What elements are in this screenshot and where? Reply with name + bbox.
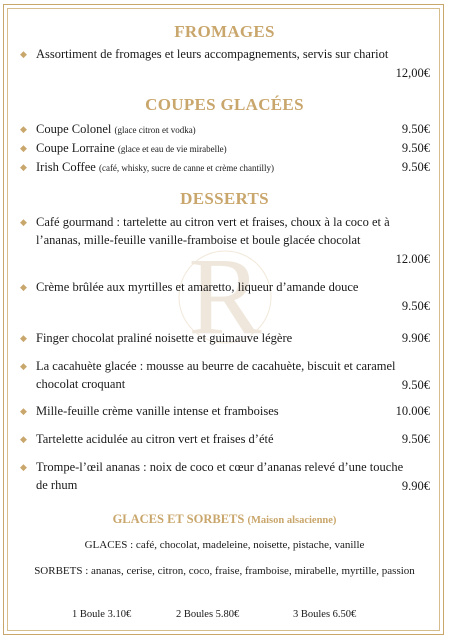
item-price: 9.50€ xyxy=(401,378,430,392)
menu-item xyxy=(20,430,430,448)
item-text: Mille-feuille crème vanille intense et framboises xyxy=(36,404,279,418)
item-price: 9.50€ xyxy=(401,160,430,174)
diamond-bullet-icon: ◆ xyxy=(20,462,27,472)
boules-prices xyxy=(0,609,449,625)
section-title-desserts: DESSERTS xyxy=(180,189,269,208)
menu-item xyxy=(20,213,430,269)
item-name: Irish Coffee xyxy=(36,160,96,174)
watermark-letter: R xyxy=(188,235,262,357)
item-detail: (glace citron et vodka) xyxy=(114,125,196,135)
section-title-fromages: FROMAGES xyxy=(174,22,275,41)
item-text: Café gourmand : tartelette au citron vert et fraises, choux à la coco et à l’ananas, mille-feuille vanille-framboise et boule glacée chocolat xyxy=(36,215,390,247)
menu-item xyxy=(20,402,430,420)
item-name: Coupe Colonel xyxy=(36,122,112,136)
menu-item xyxy=(20,139,430,157)
glaces-title-text: GLACES ET SORBETS xyxy=(112,512,245,526)
item-text: Finger chocolat praliné noisette et guimauve légère xyxy=(36,331,293,345)
glaces-subtitle: (Maison alsacienne) xyxy=(247,515,337,526)
diamond-bullet-icon: ◆ xyxy=(20,49,27,59)
price-two-scoops: 2 Boules 5.80€ xyxy=(176,609,240,620)
section-title-glaces xyxy=(0,512,449,527)
item-text: Tartelette acidulée au citron vert et fraises d’été xyxy=(36,432,274,446)
glaces-flavours: GLACES : café, chocolat, madeleine, noisette, pistache, vanille xyxy=(84,539,365,551)
item-price: 9.50€ xyxy=(401,432,430,446)
menu-item xyxy=(20,278,430,318)
price-one-scoop: 1 Boule 3.10€ xyxy=(72,609,132,620)
diamond-bullet-icon: ◆ xyxy=(20,434,27,444)
diamond-bullet-icon: ◆ xyxy=(20,361,27,371)
diamond-bullet-icon: ◆ xyxy=(20,162,27,172)
item-text: Trompe-l’œil ananas : noix de coco et cœur d’ananas relevé d’une touche de rhum xyxy=(36,460,404,492)
item-text: Crème brûlée aux myrtilles et amaretto, liqueur d’amande douce xyxy=(36,280,359,294)
diamond-bullet-icon: ◆ xyxy=(20,406,27,416)
menu-item xyxy=(20,329,430,347)
diamond-bullet-icon: ◆ xyxy=(20,282,27,292)
item-price: 9.90€ xyxy=(401,331,430,345)
diamond-bullet-icon: ◆ xyxy=(20,124,27,134)
menu-item xyxy=(20,45,430,85)
menu-item xyxy=(20,458,430,498)
item-price: 9.90€ xyxy=(401,479,430,493)
menu-item xyxy=(20,357,430,397)
item-name: Coupe Lorraine xyxy=(36,141,115,155)
item-price: 12,00€ xyxy=(395,66,430,80)
item-detail: (café, whisky, sucre de canne et crème chantilly) xyxy=(98,163,275,173)
diamond-bullet-icon: ◆ xyxy=(20,217,27,227)
item-price: 10.00€ xyxy=(395,404,430,418)
diamond-bullet-icon: ◆ xyxy=(20,143,27,153)
item-text: Assortiment de fromages et leurs accompagnements, servis sur chariot xyxy=(36,47,389,61)
menu-item xyxy=(20,120,430,138)
price-three-scoops: 3 Boules 6.50€ xyxy=(293,609,357,620)
item-price: 12.00€ xyxy=(395,252,430,266)
section-title-coupes: COUPES GLACÉES xyxy=(145,95,304,114)
menu-item xyxy=(20,158,430,176)
item-detail: (glace et eau de vie mirabelle) xyxy=(117,144,227,154)
diamond-bullet-icon: ◆ xyxy=(20,333,27,343)
item-price: 9.50€ xyxy=(401,122,430,136)
item-price: 9.50€ xyxy=(401,299,430,313)
item-price: 9.50€ xyxy=(401,141,430,155)
item-text: La cacahuète glacée : mousse au beurre de cacahuète, biscuit et caramel chocolat croquant xyxy=(36,359,396,391)
sorbets-flavours: SORBETS : ananas, cerise, citron, coco, fraise, framboise, mirabelle, myrtille, passion xyxy=(34,565,415,577)
